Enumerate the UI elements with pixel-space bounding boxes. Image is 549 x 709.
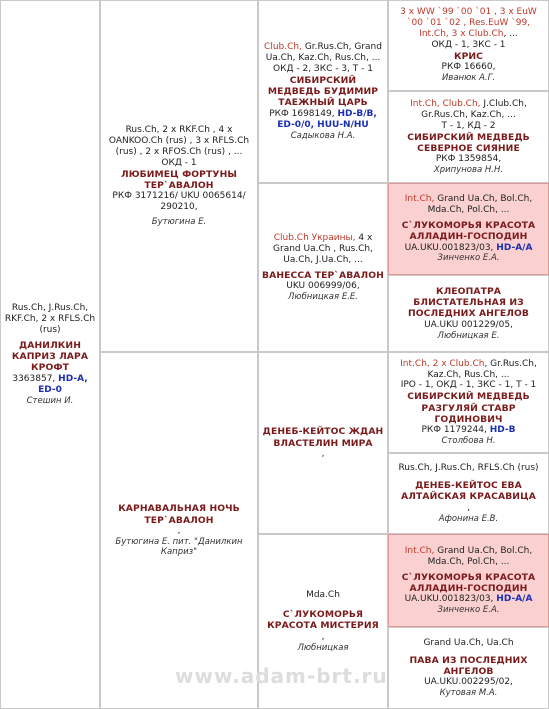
titles-highlight: Int.Ch, <box>404 194 435 205</box>
dog-name-link[interactable]: ДЕНЕБ-КЕЙТОС ЕВА АЛТАЙСКАЯ КРАСАВИЦА <box>401 480 536 503</box>
dog-cell-sds <box>388 183 549 275</box>
registration: UA.UKU.001823/03, <box>404 242 494 253</box>
dog-cell-ddd <box>388 627 549 709</box>
owner: Любницкая <box>297 642 349 653</box>
titles: Grand Ua.Ch, Ua.Ch <box>423 637 514 648</box>
titles-highlight: Int.Ch, 2 x Club.Ch <box>400 358 485 369</box>
dog-name-link[interactable]: ПАВА ИЗ ПОСЛЕДНИХ АНГЕЛОВ <box>409 654 528 677</box>
dog-name-link[interactable]: ЛЮБИМЕЦ ФОРТУНЫ ТЕР`АВАЛОН <box>121 168 237 191</box>
registration: 3363857, <box>12 373 56 384</box>
dog-cell-sdd <box>388 275 549 352</box>
dog-cell-dsd <box>388 453 549 534</box>
dog-cell-sire <box>100 0 258 352</box>
titles-highlight: Int.Ch, Club.Ch, <box>410 98 481 109</box>
site-watermark: www.adam-brt.ru <box>175 664 388 688</box>
titles-highlight: Club.Ch, <box>264 42 302 53</box>
dog-name-link[interactable]: ДАНИЛКИН КАПРИЗ ЛАРА КРОФТ <box>11 339 89 374</box>
owner: Кутовая М.А. <box>439 688 498 698</box>
owner: Столбова Н. <box>441 436 496 447</box>
health: HD-B <box>489 425 516 436</box>
dog-name-link[interactable]: ВАНЕССА ТЕР`АВАЛОН <box>262 269 384 281</box>
owner: Зинченко Е.А. <box>437 253 500 264</box>
registration: РКФ 1359854, <box>435 154 502 164</box>
registration: UKU 006999/06, <box>286 280 360 291</box>
health-hd: HD-A, <box>58 373 88 384</box>
titles: , ... <box>503 29 518 40</box>
dog-name-link[interactable]: КАРНАВАЛЬНАЯ НОЧЬ ТЕР`АВАЛОН <box>118 503 240 526</box>
registration: , <box>321 631 325 642</box>
titles: Rus.Ch, J.Rus.Ch, RKF.Ch, 2 x RFLS.Ch (rus) <box>4 303 96 335</box>
dog-name-link[interactable]: С`ЛУКОМОРЬЯ КРАСОТА АЛЛАДИН-ГОСПОДИН <box>401 220 536 243</box>
titles: Gr.Rus.Ch, Grand Ua.Ch, Kaz.Ch, Rus.Ch, ... <box>265 42 382 64</box>
dog-name-link[interactable]: КРИС <box>453 51 484 63</box>
titles-highlight: Club.Ch Украины, <box>273 232 356 243</box>
working-titles: IPO - 1, ОКД - 1, ЗКС - 1, Т - 1 <box>400 380 537 391</box>
dog-name-link[interactable]: СИБИРСКИЙ МЕДВЕДЬ СЕВЕРНОЕ СИЯНИЕ <box>407 131 530 154</box>
registration: , <box>177 525 181 536</box>
titles: Rus.Ch, 2 x RKF.Ch , 4 x OANKOO.Ch (rus) , 3 x RFLS.Ch (rus) , 2 x RFOS.Ch (rus) , ... <box>108 124 250 157</box>
dog-cell-dss <box>388 352 549 453</box>
dog-cell-ds <box>258 352 388 534</box>
dog-cell-dds <box>388 534 549 627</box>
dog-cell-sss <box>388 0 549 91</box>
titles: Grand Ua.Ch, Bol.Ch, Mda.Ch, Pol.Ch, ... <box>427 545 533 567</box>
dog-cell-ssd <box>388 91 549 183</box>
dog-name-link[interactable]: СИБИРСКИЙ МЕДВЕДЬ БУДИМИР ТАЕЖНЫЙ ЦАРЬ <box>267 74 379 109</box>
dog-name-link[interactable]: С`ЛУКОМОРЬЯ КРАСОТА АЛЛАДИН-ГОСПОДИН <box>401 571 536 594</box>
registration: UA.UKU.002295/02, <box>424 677 513 688</box>
owner: Любницкая Е. <box>437 330 500 341</box>
owner: Бутюгина Е. пит. "Данилкин Каприз" <box>115 536 243 558</box>
registration: РКФ 1698149, <box>269 108 335 119</box>
working-titles: ОКД - 1, ЗКС - 1 <box>431 40 506 51</box>
owner: Стешин И. <box>26 395 74 406</box>
owner: Иванюк А.Г. <box>441 73 496 84</box>
owner: Афонина Е.В. <box>438 513 499 524</box>
dog-name-link[interactable]: КЛЕОПАТРА БЛИСТАТЕЛЬНАЯ ИЗ ПОСЛЕДНИХ АНГЕЛОВ <box>407 286 530 320</box>
titles-highlight: Int.Ch, <box>404 545 435 556</box>
working-titles: Т - 1, КД - 2 <box>441 120 496 131</box>
dog-cell-subject <box>0 0 100 709</box>
titles: 4 x Grand Ua.Ch , Rus.Ch, Ua.Ch, J.Ua.Ch, ... <box>273 232 373 265</box>
owner: Зинченко Е.А. <box>437 604 500 615</box>
dog-cell-dam <box>100 352 258 709</box>
owner: Бутюгина Е. <box>151 216 207 227</box>
titles: , Gr.Rus.Ch, Kaz.Ch, Rus.Ch, ... <box>427 358 537 380</box>
health-ed: ED-0 <box>38 384 62 395</box>
titles: J.Club.Ch, Gr.Rus.Ch, Kaz.Ch, ... <box>421 98 527 120</box>
dog-name-link[interactable]: СИБИРСКИЙ МЕДВЕДЬ РАЗГУЛЯЙ СТАВР ГОДИНОВИЧ <box>407 391 530 425</box>
dog-cell-ss <box>258 0 388 183</box>
registration: РКФ 3171216/ UKU 0065614/ 290210, <box>112 191 246 212</box>
titles: Mda.Ch <box>306 590 340 601</box>
titles: Grand Ua.Ch, Bol.Ch, Mda.Ch, Pol.Ch, ... <box>427 194 533 216</box>
owner: Хрипунова Н.Н. <box>433 164 504 175</box>
dog-name-link[interactable]: ДЕНЕБ-КЕЙТОС ЖДАН ВЛАСТЕЛИН МИРА <box>262 426 384 449</box>
registration: РКФ 1179244, <box>421 425 487 436</box>
registration: , <box>467 502 470 513</box>
registration: РКФ 16660, <box>441 62 496 73</box>
owner: Садыкова Н.А. <box>290 130 356 141</box>
registration: UA.UKU 001229/05, <box>424 319 513 330</box>
dog-cell-sd <box>258 183 388 352</box>
health: HD-A/A <box>496 594 533 605</box>
registration: UA.UKU.001823/03, <box>404 594 494 605</box>
owner: Любницкая Е.Е. <box>288 291 358 302</box>
titles: Rus.Ch, J.Rus.Ch, RFLS.Ch (rus) <box>398 463 539 474</box>
working-titles: ОКД - 1 <box>161 157 197 168</box>
registration: , <box>321 448 325 459</box>
health: HD-B/B, ED-0/0, HUU-N/HU <box>277 108 377 130</box>
working-titles: ОКД - 2, ЗКС - 3, Т - 1 <box>273 64 373 74</box>
dog-name-link[interactable]: С`ЛУКОМОРЬЯ КРАСОТА МИСТЕРИЯ <box>267 609 379 632</box>
health: HD-A/A <box>496 242 533 253</box>
titles-highlight: 3 x WW `99 `00 `01 , 3 x EuW `00 `01 `02 , Res.EuW `99, Int.Ch, 3 x Club.Ch <box>400 7 537 40</box>
